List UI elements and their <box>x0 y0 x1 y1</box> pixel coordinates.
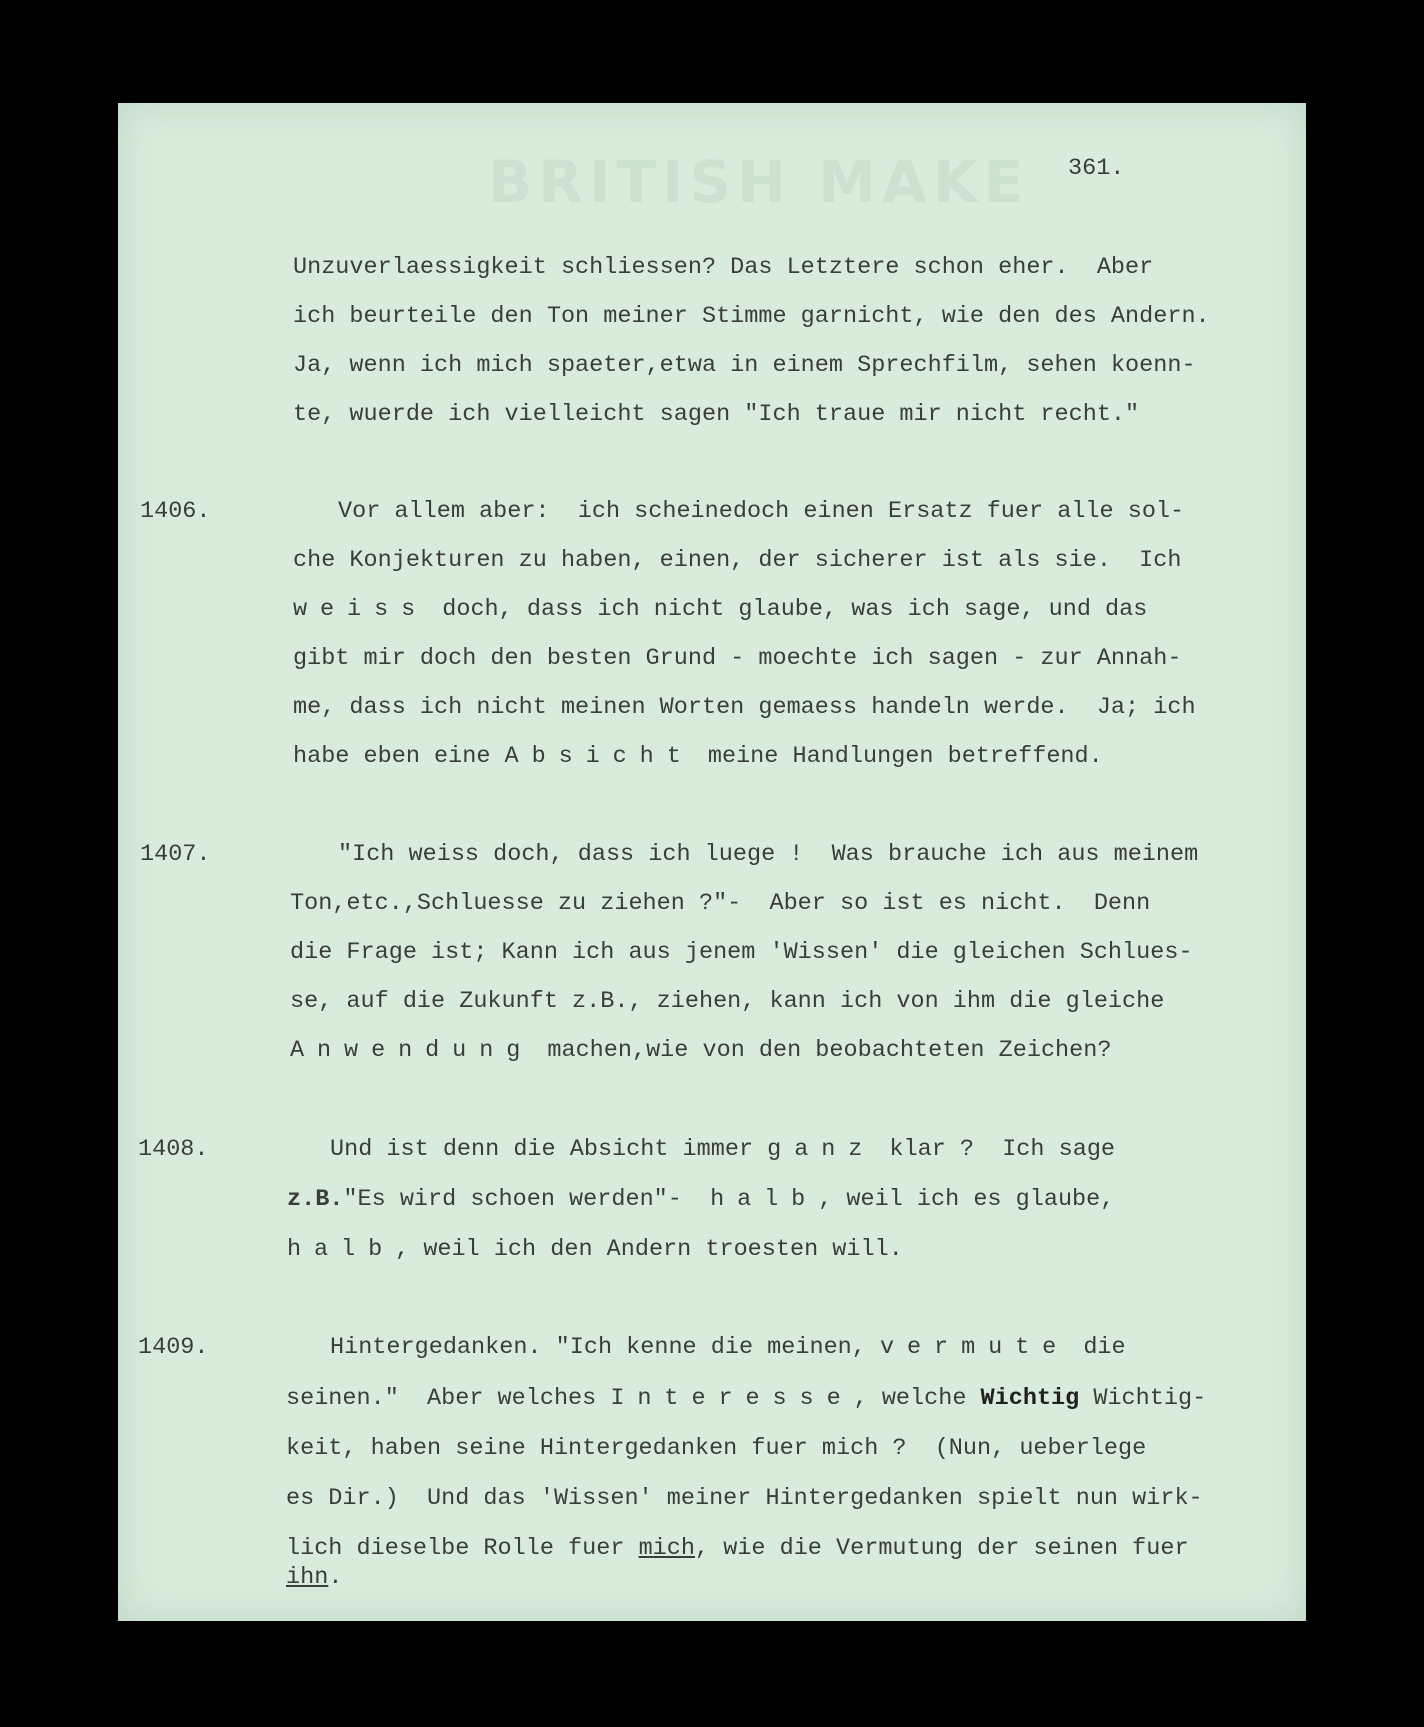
remark-1408-line-1-text: Und ist denn die Absicht immer <box>330 1136 768 1163</box>
remark-number-1406: 1406. <box>140 498 211 525</box>
spaced-emphasis: vermute <box>880 1334 1070 1361</box>
remark-number-1407: 1407. <box>140 841 211 868</box>
remark-1408-line-3 <box>287 1238 903 1262</box>
underlined-word: mich <box>638 1535 695 1562</box>
intro-line-3: Ja, wenn ich mich spaeter,etwa in einem Sprechfilm, sehen koenn- <box>293 352 1196 379</box>
intro-line-1: Unzuverlaessigkeit schliessen? Das Letztere schon eher. Aber <box>293 254 1154 281</box>
remark-1406-line-4: gibt mir doch den besten Grund - moechte ich sagen - zur Annah- <box>293 645 1182 672</box>
spaced-emphasis: halb <box>287 1236 396 1263</box>
intro-line-2: ich beurteile den Ton meiner Stimme garnicht, wie den des Andern. <box>293 303 1210 330</box>
remark-1406-line-5: me, dass ich nicht meinen Worten gemaess handeln werde. Ja; ich <box>293 694 1196 721</box>
spaced-emphasis: halb <box>710 1186 819 1213</box>
intro-line-4: te, wuerde ich vielleicht sagen "Ich traue mir nicht recht." <box>293 401 1140 428</box>
underlined-word: ihn <box>286 1564 329 1591</box>
remark-1407-line-5-text: machen,wie von den beobachteten Zeichen? <box>547 1037 1112 1064</box>
spaced-emphasis: Absicht <box>504 743 694 770</box>
remark-1408-line-2 <box>287 1188 1114 1212</box>
remark-1408-line-2-end: , weil ich es glaube, <box>818 1186 1115 1213</box>
remark-1409-line-2-text: seinen." Aber welches <box>286 1385 611 1412</box>
overtyped-word: Wichtig <box>980 1385 1080 1412</box>
remark-1407-line-2: Ton,etc.,Schluesse zu ziehen ?"- Aber so ist es nicht. Denn <box>290 890 1151 917</box>
remark-1406-line-1: Vor allem aber: ich scheinedoch einen Ersatz fuer alle sol- <box>338 498 1185 525</box>
remark-1409-line-5 <box>286 1537 1189 1561</box>
remark-1408-line-3-text: , weil ich den Andern troesten will. <box>395 1236 903 1263</box>
remark-1409-line-2-end: Wichtig- <box>1079 1385 1207 1412</box>
remark-1406-line-3 <box>293 598 1147 622</box>
remark-1408-line-1 <box>330 1138 1115 1162</box>
remark-1409-line-5-end: , wie die Vermutung der seinen fuer <box>694 1535 1189 1562</box>
remark-1406-line-6-text: habe eben eine <box>293 743 505 770</box>
remark-1409-line-1-text: Hintergedanken. "Ich kenne die meinen, <box>330 1334 880 1361</box>
remark-number-1409: 1409. <box>138 1334 209 1361</box>
remark-1406-line-6 <box>293 745 1103 769</box>
spaced-emphasis: Interesse <box>610 1385 854 1412</box>
remark-number-1408: 1408. <box>138 1136 209 1163</box>
remark-1408-line-2-text: "Es wird schoen werden"- <box>343 1186 696 1213</box>
remark-1409-line-2 <box>286 1387 1206 1411</box>
remark-1406-line-3-text: doch, dass ich nicht glaube, was ich sage, und das <box>442 596 1148 623</box>
remark-1409-line-4: es Dir.) Und das 'Wissen' meiner Hintergedanken spielt nun wirk- <box>286 1485 1203 1512</box>
remark-1408-line-1-end: klar ? Ich sage <box>889 1136 1116 1163</box>
remark-1409-line-6 <box>286 1566 342 1590</box>
paper-watermark: BRITISH MAKE <box>488 148 1030 216</box>
spaced-emphasis: Anwendung <box>290 1037 534 1064</box>
remark-1407-line-3: die Frage ist; Kann ich aus jenem 'Wissen' die gleichen Schlues- <box>290 939 1193 966</box>
remark-1407-line-5 <box>290 1039 1111 1063</box>
remark-1409-line-6-end: . <box>328 1564 343 1591</box>
spaced-emphasis: ganz <box>767 1136 876 1163</box>
spaced-emphasis: weiss <box>293 596 429 623</box>
overtyped-text: z.B. <box>287 1186 344 1213</box>
remark-1406-line-6-end: meine Handlungen betreffend. <box>707 743 1103 770</box>
page-number: 361. <box>1068 155 1125 182</box>
remark-1409-line-2-mid: , welche <box>853 1385 981 1412</box>
remark-1406-line-2: che Konjekturen zu haben, einen, der sicherer ist als sie. Ich <box>293 547 1182 574</box>
remark-1409-line-1-end: die <box>1083 1334 1126 1361</box>
remark-1409-line-1 <box>330 1336 1126 1360</box>
remark-1407-line-1: "Ich weiss doch, dass ich luege ! Was brauche ich aus meinem <box>338 841 1199 868</box>
remark-1409-line-3: keit, haben seine Hintergedanken fuer mich ? (Nun, ueberlege <box>286 1435 1147 1462</box>
remark-1407-line-4: se, auf die Zukunft z.B., ziehen, kann ich von ihm die gleiche <box>290 988 1165 1015</box>
remark-1409-line-5-text: lich dieselbe Rolle fuer <box>286 1535 639 1562</box>
